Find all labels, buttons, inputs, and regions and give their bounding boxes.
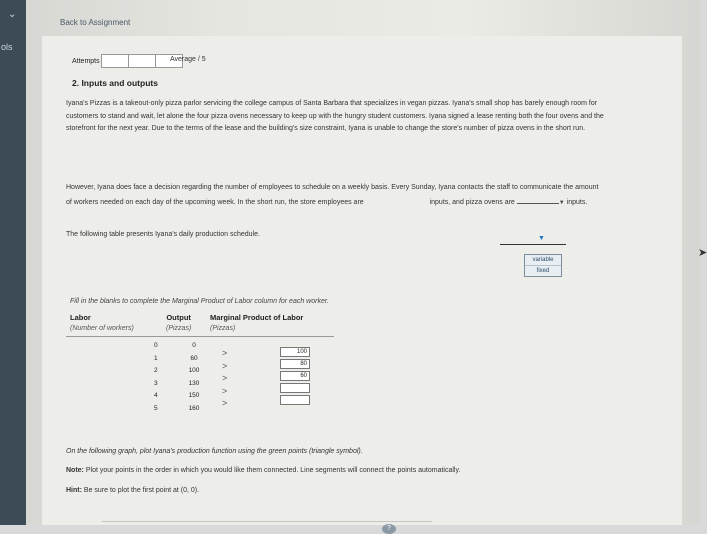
bracket-icon: >	[222, 373, 228, 383]
note-line	[66, 467, 666, 474]
labor-cell: 0	[154, 342, 158, 349]
dropdown-option-fixed[interactable]: fixed	[536, 268, 550, 274]
output-header-title: Output	[166, 313, 191, 322]
bracket-icon: >	[222, 398, 228, 408]
assignment-page	[26, 0, 707, 532]
output-cell: 130	[188, 379, 200, 387]
para2-text-c: inputs.	[566, 198, 588, 206]
mpl-input[interactable]	[280, 395, 310, 405]
note-label: Note:	[66, 467, 84, 474]
table-divider	[66, 336, 334, 337]
question-title: 2. Inputs and outputs	[72, 78, 158, 88]
mpl-input[interactable]: 60	[280, 371, 310, 381]
chevron-down-icon[interactable]: ⌄	[8, 9, 17, 20]
labor-cell: 1	[154, 354, 158, 362]
help-icon[interactable]: ?	[382, 524, 396, 534]
question-paragraph-2	[66, 182, 606, 209]
output-cell: 160	[188, 404, 200, 412]
sidebar-label[interactable]: ols	[1, 42, 13, 52]
dropdown-option-variable[interactable]: variable	[525, 255, 561, 266]
note-text: Plot your points in the order in which you would like them connected. Line segments will connect the points automatically.	[85, 467, 461, 474]
left-sidebar	[0, 0, 26, 525]
mpl-header-title: Marginal Product of Labor	[210, 313, 304, 322]
labor-column	[154, 340, 164, 415]
average-score: Average / 5	[170, 56, 206, 63]
labor-header-sub: (Number of workers)	[70, 325, 134, 332]
table-intro-text: The following table presents Iyana's daily production schedule.	[66, 231, 260, 238]
labor-cell: 4	[154, 392, 158, 399]
dropdown-arrow-icon[interactable]: ▼	[558, 199, 565, 206]
dropdown-arrow-icon[interactable]: ▼	[538, 235, 545, 242]
top-bar	[26, 0, 700, 32]
labor-header	[70, 313, 134, 334]
back-to-assignment-link[interactable]: Back to Assignment	[60, 18, 131, 27]
mpl-header	[210, 313, 303, 334]
labor-cell: 2	[154, 367, 158, 374]
output-cell: 0	[192, 342, 196, 349]
mpl-input[interactable]	[280, 383, 310, 393]
question-panel	[42, 36, 682, 532]
attempts-tracker	[72, 54, 183, 68]
attempt-box	[128, 54, 156, 68]
para2-text-a: However, Iyana does face a decision regarding the number of employees to schedule on a weekly basis. Every Sunday, Iyana contacts the staff to communicate the amount of workers needed on each day of the upcoming week. In the short run, the store employees are	[66, 184, 599, 206]
hint-label: Hint:	[66, 487, 82, 494]
graph-instruction: On the following graph, plot Iyana's production function using the green points (triangle symbol).	[66, 448, 363, 455]
output-cell: 60	[190, 354, 198, 362]
mpl-input[interactable]: 80	[280, 359, 310, 369]
output-header-sub: (Pizzas)	[166, 325, 192, 332]
labor-cell: 3	[154, 379, 158, 387]
labor-cell: 5	[154, 404, 158, 412]
mouse-cursor-icon: ➤	[698, 247, 707, 259]
question-paragraph-1: Iyana's Pizzas is a takeout-only pizza parlor servicing the college campus of Santa Barbara that specializes in vegan pizzas. Iyana's small shop has barely enough room for customers to stand and wait, let alone the four pizza ovens necessary to keep up with the hungry student customers. Iyana signed a lease renting both the four ovens and the storefront for the next year. Due to the terms of the lease and the building's size constraint, Iyana is unable to change the store's number of pizza ovens in the short run.	[66, 100, 604, 132]
dropdown-menu	[524, 254, 562, 277]
hint-line	[66, 487, 666, 494]
hint-text: Be sure to plot the first point at (0, 0).	[83, 487, 200, 494]
bracket-icon: >	[222, 360, 228, 371]
output-cell: 150	[188, 392, 200, 399]
mpl-column	[280, 347, 312, 407]
bracket-icon: >	[222, 348, 228, 358]
attempt-box	[101, 54, 129, 68]
mpl-input[interactable]: 100	[280, 347, 310, 357]
mpl-header-sub: (Pizzas)	[210, 325, 236, 332]
output-column	[182, 340, 206, 415]
output-cell: 100	[188, 367, 200, 374]
para2-text-b: inputs, and pizza ovens are	[429, 198, 515, 206]
bracket-icon: >	[222, 385, 228, 396]
output-header	[166, 313, 191, 334]
ovens-dropdown[interactable]	[517, 195, 559, 204]
employees-dropdown-field[interactable]	[500, 234, 566, 245]
attempts-label: Attempts	[72, 57, 100, 65]
mpl-connector-column	[222, 347, 244, 410]
labor-header-title: Labor	[70, 313, 91, 322]
table-instruction: Fill in the blanks to complete the Marginal Product of Labor column for each worker.	[70, 298, 329, 305]
